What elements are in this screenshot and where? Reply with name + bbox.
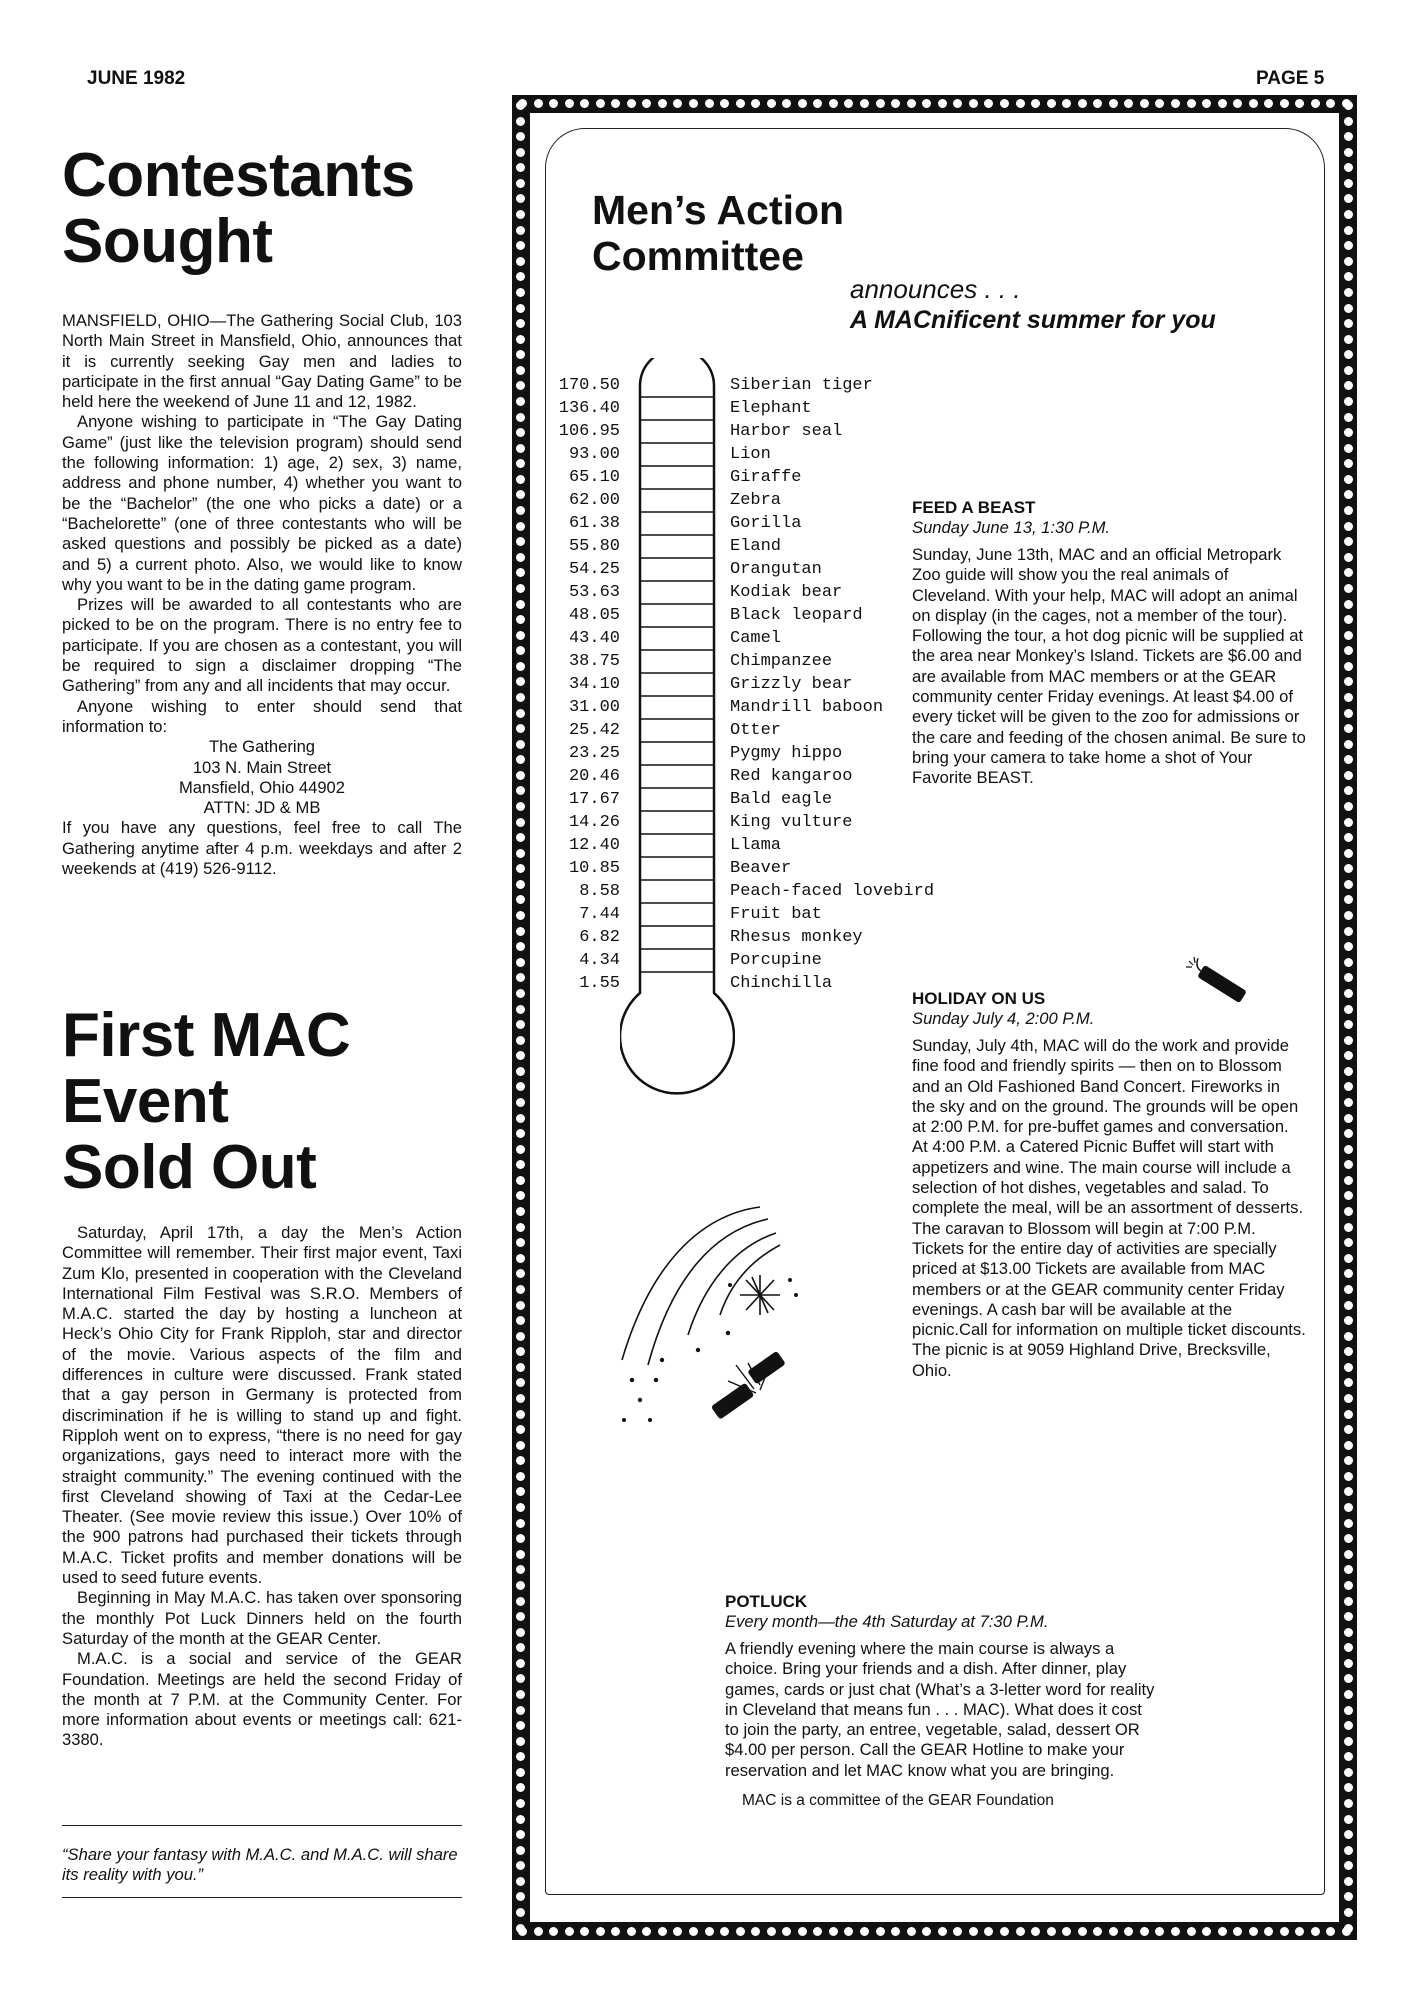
animal-price: 4.34 [579,951,620,970]
animal-price: 106.95 [558,422,620,441]
section-feed-a-beast [912,498,1307,789]
animal-name: Black leopard [730,606,863,625]
mac-title [592,187,844,279]
animal-price: 61.38 [568,514,620,533]
title-line: First MAC [62,1001,351,1070]
animal-price: 34.10 [568,675,620,694]
section-date: Every month—the 4th Saturday at 7:30 P.M. [725,1612,1049,1631]
animal-name: Red kangaroo [730,767,853,786]
animal-price: 10.85 [568,859,620,878]
animal-name: Orangutan [730,560,822,579]
animal-price: 31.00 [568,698,620,717]
section-heading: HOLIDAY ON US [912,989,1046,1008]
article-body-first-mac [62,1223,462,1751]
paragraph: M.A.C. is a social and service of the GEAR Foundation. Meetings are held the second Friday of the month at 7 P.M. at the Community Center. For more information about events or meetings call: 621-3380. [62,1649,462,1750]
animal-name: Siberian tiger [730,376,873,395]
mac-footer-note: MAC is a committee of the GEAR Foundation [742,1792,1054,1810]
issue-date: JUNE 1982 [87,68,186,89]
mailing-address [62,737,462,818]
section-potluck [725,1592,1155,1811]
animal-name: Chinchilla [730,974,833,993]
tagline: A MACnificent summer for you [850,306,1216,334]
animal-price: 38.75 [568,652,620,671]
address-line: ATTN: JD & MB [203,798,321,818]
animal-name: Zebra [730,491,782,510]
animal-price: 12.40 [568,836,620,855]
animal-name: Otter [730,721,782,740]
title-line: Event [62,1067,229,1136]
paragraph: Saturday, April 17th, a day the Men’s Action Committee will remember. Their first major event, Taxi Zum Klo, presented in cooperation with the Cleveland International Film Festival was S.R.O. Members of M.A.C. started the day by hosting a luncheon at Heck’s Ohio City for Frank Ripploh, star and director of the movie. Various aspects of the film and differences in culture were discussed. Frank stated that a gay person in Germany is protected from discrimination if he is willing to stand up and fight. Ripploh went on to express, “there is no need for gay organizations, gays need to interact more with the straight community.” The evening continued with the first Cleveland showing of Taxi at the Cedar-Lee Theater. (See movie review this issue.) Over 10% of the 900 patrons had purchased their tickets through M.A.C. Ticket profits and member donations will be used to seed future events. [62,1223,462,1588]
divider [62,1897,462,1898]
section-body: A friendly evening where the main course is always a choice. Bring your friends and a dish. After dinner, play games, cards or just chat (What’s a 3-letter word for reality in Cleveland that means fun . . . MAC). What does it cost to join the party, an entree, vegetable, salad, dessert OR $4.00 per person. Call the GEAR Hotline to make your reservation and let MAC know what you are bringing. [725,1639,1155,1780]
section-date: Sunday June 13, 1:30 P.M. [912,518,1111,537]
animal-name: Lion [730,445,771,464]
animal-price: 7.44 [579,905,620,924]
paragraph: Prizes will be awarded to all contestants who are picked to be on the program. There is no entry fee to participate. If you are chosen as a contestant, you will be required to sign a disclaimer dropping “The Gathering” from any and all incidents that may occur. [62,595,462,696]
animal-price: 62.00 [568,491,620,510]
animal-price: 53.63 [568,583,620,602]
article-contestants [62,143,462,275]
animal-name: Giraffe [730,468,802,487]
animal-price: 136.40 [558,399,620,418]
address-line: Mansfield, Ohio 44902 [178,777,346,797]
animal-name: Gorilla [730,514,802,533]
paragraph: If you have any questions, feel free to call The Gathering anytime after 4 p.m. weekdays and after 2 weekends at (419) 526-9112. [62,818,462,879]
paragraph: Beginning in May M.A.C. has taken over sponsoring the monthly Pot Luck Dinners held on the fourth Saturday of the month at the GEAR Center. [62,1588,462,1648]
animal-name: Porcupine [730,951,822,970]
animal-name: Mandrill baboon [730,698,884,717]
animal-name: Rhesus monkey [730,928,863,947]
animal-name: Peach-faced lovebird [730,882,935,901]
animal-price: 23.25 [568,744,620,763]
animal-name: Llama [730,836,782,855]
section-heading: FEED A BEAST [912,498,1036,517]
thermometer-graphic [620,358,735,1103]
section-date: Sunday July 4, 2:00 P.M. [912,1009,1095,1028]
section-body: Sunday, June 13th, MAC and an official Metropark Zoo guide will show you the real animals of Cleveland. With your help, MAC will adopt an animal on display (in the cages, not a member of the tour). Following the tour, a hot dog picnic will be supplied at the area near Monkey’s Island. Tickets are $6.00 and are available from MAC members or at the GEAR community center Friday evenings. At least $4.00 of every ticket will be given to the zoo for admissions or the care and feeding of the chosen animal. Be sure to bring your camera to take home a shot of Your Favorite BEAST. [912,545,1306,788]
animal-price: 55.80 [568,537,620,556]
animal-price: 48.05 [568,606,620,625]
animal-name: King vulture [730,813,853,832]
animal-price: 65.10 [568,468,620,487]
article-title-first-mac [62,1003,462,1201]
animal-name: Eland [730,537,782,556]
animal-name: Fruit bat [730,905,822,924]
animal-price: 6.82 [579,928,620,947]
article-body-contestants [62,311,462,879]
page-number: PAGE 5 [1256,68,1325,89]
address-line: 103 N. Main Street [192,757,332,777]
animal-name: Camel [730,629,782,648]
animal-price: 25.42 [568,721,620,740]
animal-price: 17.67 [568,790,620,809]
title-line: Sold Out [62,1133,317,1202]
animal-name: Beaver [730,859,792,878]
title-line: Committee [592,233,804,279]
section-heading: POTLUCK [725,1592,808,1611]
section-holiday-on-us [912,989,1307,1381]
section-body: Sunday, July 4th, MAC will do the work and provide fine food and friendly spirits — then on to Blossom and an Old Fashioned Band Concert. Fireworks in the sky and on the ground. The grounds will be open at 2:00 P.M. for pre-buffet games and conversation. At 4:00 P.M. a Catered Picnic Buffet will start with appetizers and wine. The main course will include a selection of hot dishes, vegetables and salad. To complete the meal, will be an assortment of desserts. The caravan to Blossom will begin at 7:00 P.M. Tickets for the entire day of activities are specially priced at $13.00 Tickets are available from MAC members or at the GEAR community center Friday evenings. A cash bar will be available at the picnic.Call for information on multiple ticket discounts. The picnic is at 9059 Highland Drive, Brecksville, Ohio. [912,1036,1306,1380]
animal-name: Kodiak bear [730,583,843,602]
address-line: The Gathering [208,737,316,757]
animal-price: 170.50 [558,376,620,395]
animal-price: 8.58 [579,882,620,901]
paragraph: Anyone wishing to participate in “The Gay Dating Game” (just like the television program) should send the following information: 1) age, 2) sex, 3) name, address and phone number, 4) whether you want to be the “Bachelor” (the one who picks a date) or a “Bachelorette” (one of three contestants who will be asked questions and possibly be picked as a date) and 5) a current photo. Also, we would like to know why you want to be in the dating game program. [62,412,462,594]
animal-price: 20.46 [568,767,620,786]
article-first-mac [62,1003,462,1201]
animal-name: Chimpanzee [730,652,833,671]
title-line: Sought [62,207,273,276]
title-line: Contestants [62,141,415,210]
animal-price: 93.00 [568,445,620,464]
animal-name: Elephant [730,399,812,418]
fireworks-illustration [610,1185,850,1475]
animal-price: 1.55 [579,974,620,993]
animal-name: Bald eagle [730,790,833,809]
animal-name: Harbor seal [730,422,843,441]
animal-name: Grizzly bear [730,675,853,694]
animal-price: 43.40 [568,629,620,648]
pull-quote: “Share your fantasy with M.A.C. and M.A.C. will share its reality with you.” [62,1845,458,1884]
animal-price: 14.26 [568,813,620,832]
article-title-contestants [62,143,462,275]
announces-text: announces . . . [850,274,1021,304]
paragraph: MANSFIELD, OHIO—The Gathering Social Club, 103 North Main Street in Mansfield, Ohio, announces that it is currently seeking Gay men and ladies to participate in the first annual “Gay Dating Game” to be held here the weekend of June 11 and 12, 1982. [62,311,462,412]
divider [62,1825,462,1826]
animal-price: 54.25 [568,560,620,579]
paragraph: Anyone wishing to enter should send that information to: [62,696,462,736]
animal-name: Pygmy hippo [730,744,843,763]
title-line: Men’s Action [592,187,845,233]
